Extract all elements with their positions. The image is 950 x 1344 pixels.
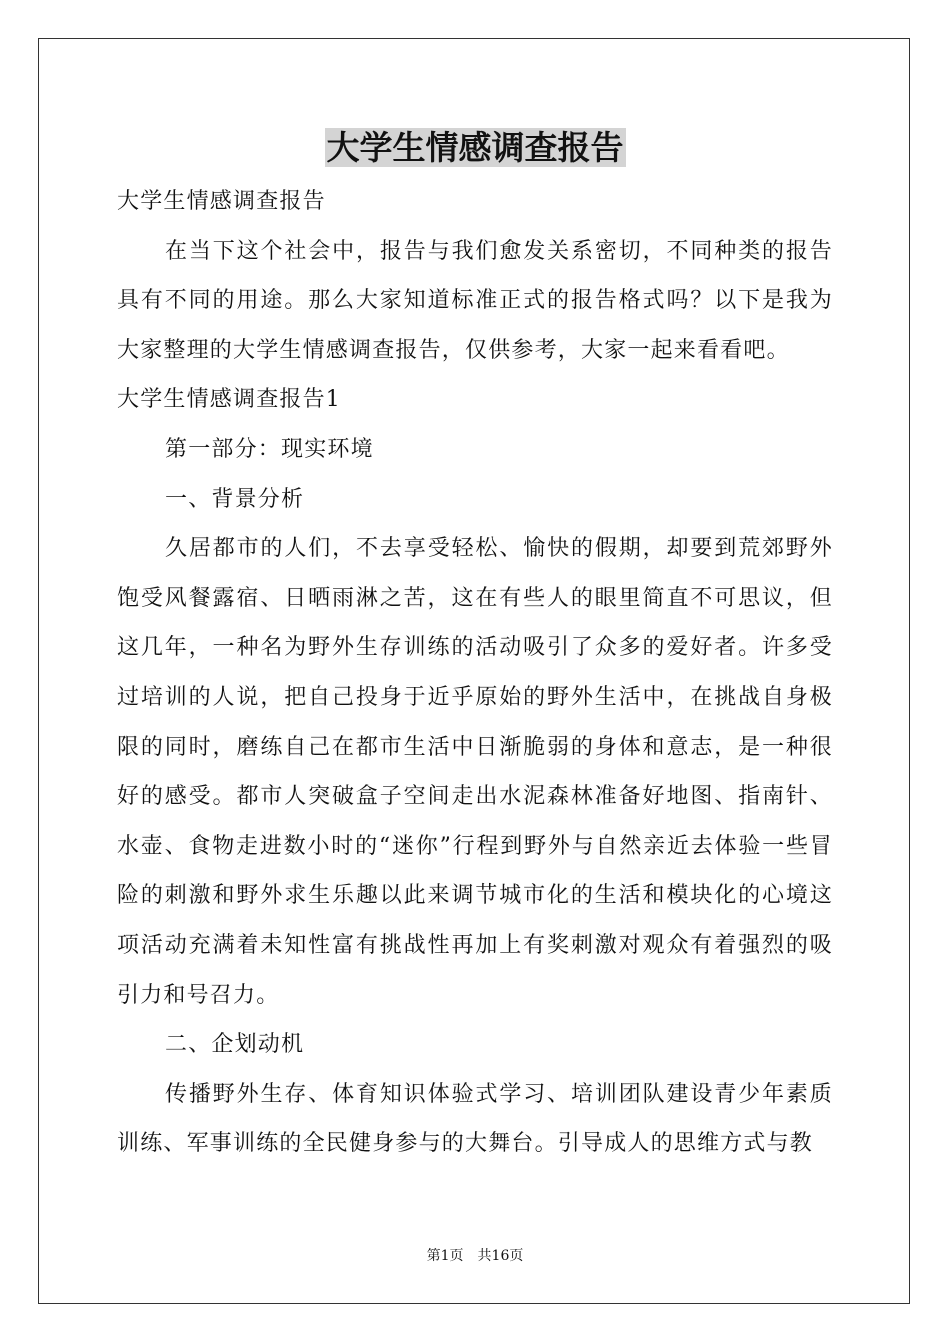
part-heading: 第一部分：现实环境 (165, 436, 374, 462)
subsection-heading: 一、背景分析 (165, 486, 305, 512)
section-heading: 大学生情感调查报告1 (117, 387, 341, 413)
motivation-paragraph: 传播野外生存、体育知识体验式学习、培训团队建设青少年素质训练、军事训练的全民健身参与的大舞台。引导成人的思维方式与教 (117, 1081, 833, 1157)
document-body (117, 177, 833, 1169)
document-title-text: 大学生情感调查报告 (326, 128, 624, 167)
background-paragraph: 久居都市的人们，不去享受轻松、愉快的假期，却要到荒郊野外饱受风餐露宿、日晒雨淋之苦，这在有些人的眼里简直不可思议，但这几年，一种名为野外生存训练的活动吸引了众多的爱好者。许多受过培训的人说，把自己投身于近乎原始的野外生活中，在挑战自身极限的同时，磨练自己在都市生活中日渐脆弱的身体和意志，是一种很好的感受。都市人突破盒子空间走出水泥森林准备好地图、指南针、水壶、食物走进数小时的“迷你”行程到野外与自然亲近去体验一些冒险的刺激和野外求生乐趣以此来调节城市化的生活和模块化的心境这项活动充满着未知性富有挑战性再加上有奖刺激对观众有着强烈的吸引力和号召力。 (117, 536, 833, 1008)
subsection-heading: 二、企划动机 (165, 1032, 305, 1058)
subtitle-line: 大学生情感调查报告 (117, 189, 326, 214)
document-title (0, 126, 950, 170)
page-total: 共16页 (477, 1248, 524, 1264)
page-footer (0, 1246, 950, 1266)
intro-paragraph: 在当下这个社会中，报告与我们愈发关系密切，不同种类的报告具有不同的用途。那么大家知道标准正式的报告格式吗？以下是我为大家整理的大学生情感调查报告，仅供参考，大家一起来看看吧。 (117, 238, 833, 363)
page-number: 第1页 (426, 1248, 464, 1264)
